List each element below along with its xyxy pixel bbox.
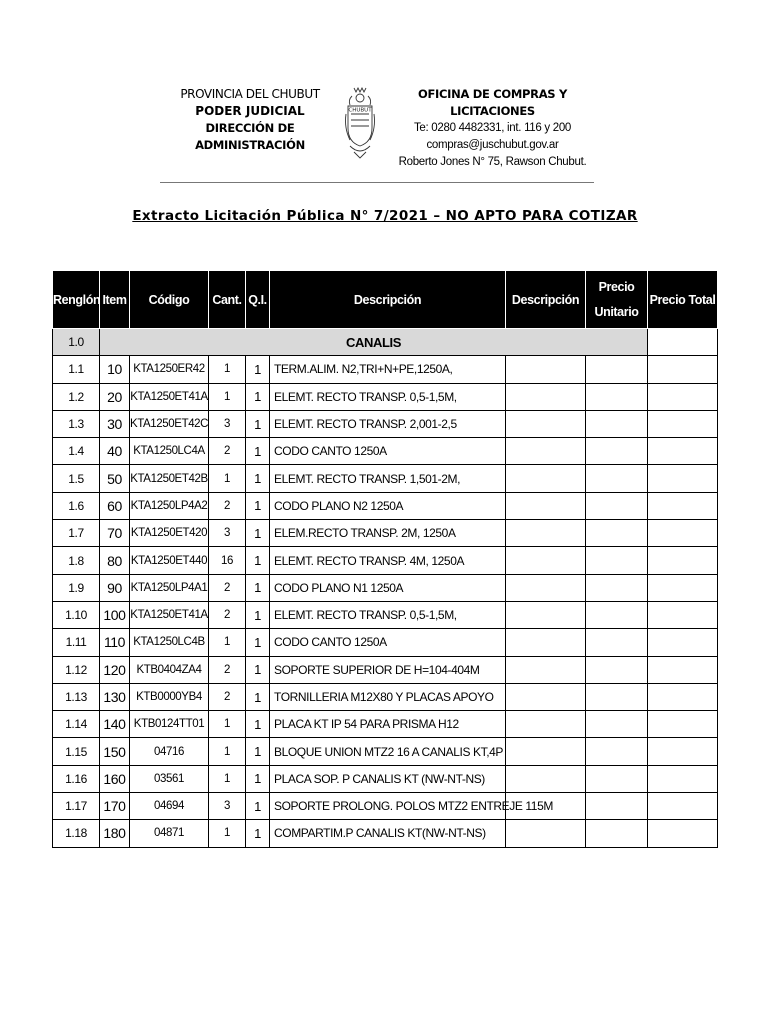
codigo-cell: KTA1250LC4A <box>130 438 209 465</box>
branch-name: PODER JUDICIAL <box>195 104 305 118</box>
descripcion-cell: ELEMT. RECTO TRANSP. 0,5-1,5M, <box>270 383 506 410</box>
section-renglon: 1.0 <box>53 329 100 356</box>
chubut-seal-logo <box>342 84 378 164</box>
precio-total-cell <box>648 765 718 792</box>
descripcion-cell: CODO PLANO N1 1250A <box>270 574 506 601</box>
descripcion-cell: ELEMT. RECTO TRANSP. 1,501-2M, <box>270 465 506 492</box>
table-row <box>53 683 718 710</box>
codigo-cell: KTA1250ET42B <box>130 465 209 492</box>
col-header-precio-unitario <box>586 271 648 329</box>
qi-cell: 1 <box>246 410 270 437</box>
office-email: compras@juschubut.gov.ar <box>426 139 559 151</box>
table-row <box>53 738 718 765</box>
item-cell: 160 <box>100 765 130 792</box>
header-left <box>165 86 335 154</box>
renglon-cell: 1.4 <box>53 438 100 465</box>
renglon-cell: 1.11 <box>53 629 100 656</box>
table-row <box>53 520 718 547</box>
descripcion-2-cell <box>506 629 586 656</box>
item-cell: 150 <box>100 738 130 765</box>
renglon-cell: 1.13 <box>53 683 100 710</box>
descripcion-cell: COMPARTIM.P CANALIS KT(NW-NT-NS) <box>270 820 506 847</box>
qi-cell: 1 <box>246 629 270 656</box>
qi-cell: 1 <box>246 492 270 519</box>
precio-unitario-cell <box>586 738 648 765</box>
col-header-item: Item <box>100 271 130 329</box>
table-row <box>53 656 718 683</box>
descripcion-2-cell <box>506 410 586 437</box>
table-row <box>53 601 718 628</box>
codigo-cell: KTA1250ET41A <box>130 601 209 628</box>
table-row <box>53 492 718 519</box>
section-row <box>53 329 718 356</box>
descripcion-2-cell <box>506 683 586 710</box>
cant-cell: 1 <box>209 765 246 792</box>
table-row <box>53 356 718 383</box>
descripcion-cell: ELEMT. RECTO TRANSP. 0,5-1,5M, <box>270 601 506 628</box>
descripcion-2-cell <box>506 711 586 738</box>
renglon-cell: 1.9 <box>53 574 100 601</box>
department-name: DIRECCIÓN DE ADMINISTRACIÓN <box>195 121 305 152</box>
descripcion-cell: CODO PLANO N2 1250A <box>270 492 506 519</box>
precio-total-cell <box>648 438 718 465</box>
precio-unitario-cell <box>586 629 648 656</box>
precio-unitario-cell <box>586 765 648 792</box>
qi-cell: 1 <box>246 738 270 765</box>
renglon-cell: 1.12 <box>53 656 100 683</box>
descripcion-cell: PLACA SOP. P CANALIS KT (NW-NT-NS) <box>270 765 506 792</box>
cant-cell: 1 <box>209 383 246 410</box>
precio-unitario-cell <box>586 383 648 410</box>
precio-total-cell <box>648 629 718 656</box>
cant-cell: 1 <box>209 465 246 492</box>
cant-cell: 1 <box>209 356 246 383</box>
descripcion-2-cell <box>506 356 586 383</box>
descripcion-2-cell <box>506 656 586 683</box>
qi-cell: 1 <box>246 820 270 847</box>
precio-total-cell <box>648 547 718 574</box>
codigo-cell: KTA1250ER42 <box>130 356 209 383</box>
descripcion-cell: ELEM.RECTO TRANSP. 2M, 1250A <box>270 520 506 547</box>
item-cell: 100 <box>100 601 130 628</box>
cant-cell: 1 <box>209 820 246 847</box>
cant-cell: 16 <box>209 547 246 574</box>
qi-cell: 1 <box>246 683 270 710</box>
table-row <box>53 820 718 847</box>
table-row <box>53 711 718 738</box>
section-empty-cell <box>648 329 718 356</box>
cant-cell: 3 <box>209 410 246 437</box>
item-cell: 10 <box>100 356 130 383</box>
item-cell: 120 <box>100 656 130 683</box>
precio-unitario-cell <box>586 356 648 383</box>
table-row <box>53 793 718 820</box>
descripcion-2-cell <box>506 574 586 601</box>
codigo-cell: 04716 <box>130 738 209 765</box>
descripcion-2-cell <box>506 820 586 847</box>
item-cell: 140 <box>100 711 130 738</box>
item-cell: 170 <box>100 793 130 820</box>
codigo-cell: 04694 <box>130 793 209 820</box>
office-address: Roberto Jones N° 75, Rawson Chubut. <box>398 156 587 168</box>
renglon-cell: 1.8 <box>53 547 100 574</box>
renglon-cell: 1.1 <box>53 356 100 383</box>
codigo-cell: KTA1250ET420 <box>130 520 209 547</box>
renglon-cell: 1.17 <box>53 793 100 820</box>
precio-unitario-cell <box>586 820 648 847</box>
qi-cell: 1 <box>246 793 270 820</box>
codigo-cell: KTA1250ET440 <box>130 547 209 574</box>
renglon-cell: 1.10 <box>53 601 100 628</box>
precio-total-cell <box>648 738 718 765</box>
header-right <box>395 86 590 171</box>
precio-unitario-cell <box>586 547 648 574</box>
item-cell: 80 <box>100 547 130 574</box>
precio-unitario-cell <box>586 656 648 683</box>
renglon-cell: 1.2 <box>53 383 100 410</box>
province-name: PROVINCIA DEL CHUBUT <box>180 87 320 101</box>
item-cell: 50 <box>100 465 130 492</box>
col-header-codigo: Código <box>130 271 209 329</box>
cant-cell: 1 <box>209 629 246 656</box>
qi-cell: 1 <box>246 520 270 547</box>
descripcion-2-cell <box>506 465 586 492</box>
cant-cell: 3 <box>209 520 246 547</box>
document-title-text: Extracto Licitación Pública N° 7/2021 – NO APTO PARA COTIZAR <box>132 208 638 224</box>
qi-cell: 1 <box>246 765 270 792</box>
precio-total-cell <box>648 356 718 383</box>
qi-cell: 1 <box>246 438 270 465</box>
precio-total-cell <box>648 465 718 492</box>
precio-unitario-cell <box>586 711 648 738</box>
renglon-cell: 1.16 <box>53 765 100 792</box>
precio-total-cell <box>648 820 718 847</box>
descripcion-cell: SOPORTE PROLONG. POLOS MTZ2 ENTREJE 115M <box>270 793 506 820</box>
item-cell: 60 <box>100 492 130 519</box>
precio-unitario-cell <box>586 465 648 492</box>
qi-cell: 1 <box>246 656 270 683</box>
cant-cell: 2 <box>209 574 246 601</box>
items-table <box>52 270 718 848</box>
precio-total-cell <box>648 383 718 410</box>
col-header-descripcion: Descripción <box>270 271 506 329</box>
item-cell: 90 <box>100 574 130 601</box>
col-header-precio-total: Precio Total <box>648 271 718 329</box>
descripcion-2-cell <box>506 438 586 465</box>
precio-unitario-cell <box>586 438 648 465</box>
office-phone: Te: 0280 4482331, int. 116 y 200 <box>413 122 572 134</box>
item-cell: 40 <box>100 438 130 465</box>
col-header-precio-unitario-line2: Unitario <box>594 304 639 319</box>
descripcion-cell: TERM.ALIM. N2,TRI+N+PE,1250A, <box>270 356 506 383</box>
item-cell: 20 <box>100 383 130 410</box>
document-title <box>0 208 770 224</box>
cant-cell: 3 <box>209 793 246 820</box>
descripcion-cell: PLACA KT IP 54 PARA PRISMA H12 <box>270 711 506 738</box>
col-header-cant: Cant. <box>209 271 246 329</box>
col-header-precio-unitario-line1: Precio <box>598 279 635 294</box>
table-row <box>53 410 718 437</box>
descripcion-cell: BLOQUE UNION MTZ2 16 A CANALIS KT,4P <box>270 738 506 765</box>
qi-cell: 1 <box>246 465 270 492</box>
qi-cell: 1 <box>246 547 270 574</box>
codigo-cell: KTA1250LP4A2 <box>130 492 209 519</box>
item-cell: 110 <box>100 629 130 656</box>
qi-cell: 1 <box>246 601 270 628</box>
codigo-cell: KTA1250LP4A1 <box>130 574 209 601</box>
precio-total-cell <box>648 793 718 820</box>
descripcion-cell: SOPORTE SUPERIOR DE H=104-404M <box>270 656 506 683</box>
office-name: OFICINA DE COMPRAS Y LICITACIONES <box>417 87 568 118</box>
precio-total-cell <box>648 520 718 547</box>
codigo-cell: KTB0000YB4 <box>130 683 209 710</box>
codigo-cell: KTB0124TT01 <box>130 711 209 738</box>
qi-cell: 1 <box>246 383 270 410</box>
table-row <box>53 438 718 465</box>
precio-unitario-cell <box>586 793 648 820</box>
precio-unitario-cell <box>586 683 648 710</box>
codigo-cell: KTA1250ET41A <box>130 383 209 410</box>
qi-cell: 1 <box>246 574 270 601</box>
precio-unitario-cell <box>586 492 648 519</box>
precio-total-cell <box>648 711 718 738</box>
precio-total-cell <box>648 656 718 683</box>
cant-cell: 1 <box>209 738 246 765</box>
precio-total-cell <box>648 410 718 437</box>
precio-total-cell <box>648 574 718 601</box>
descripcion-cell: ELEMT. RECTO TRANSP. 2,001-2,5 <box>270 410 506 437</box>
descripcion-cell: ELEMT. RECTO TRANSP. 4M, 1250A <box>270 547 506 574</box>
renglon-cell: 1.18 <box>53 820 100 847</box>
precio-unitario-cell <box>586 410 648 437</box>
codigo-cell: KTB0404ZA4 <box>130 656 209 683</box>
precio-total-cell <box>648 601 718 628</box>
cant-cell: 2 <box>209 438 246 465</box>
descripcion-2-cell <box>506 520 586 547</box>
precio-unitario-cell <box>586 520 648 547</box>
renglon-cell: 1.5 <box>53 465 100 492</box>
descripcion-2-cell <box>506 547 586 574</box>
table-row <box>53 765 718 792</box>
codigo-cell: KTA1250ET42C <box>130 410 209 437</box>
item-cell: 30 <box>100 410 130 437</box>
table-header-row <box>53 271 718 329</box>
descripcion-cell: CODO CANTO 1250A <box>270 629 506 656</box>
precio-total-cell <box>648 683 718 710</box>
descripcion-cell: TORNILLERIA M12X80 Y PLACAS APOYO <box>270 683 506 710</box>
item-cell: 130 <box>100 683 130 710</box>
renglon-cell: 1.6 <box>53 492 100 519</box>
cant-cell: 2 <box>209 492 246 519</box>
cant-cell: 2 <box>209 656 246 683</box>
section-label: CANALIS <box>100 329 648 356</box>
renglon-cell: 1.7 <box>53 520 100 547</box>
descripcion-2-cell <box>506 765 586 792</box>
col-header-descripcion-2: Descripción <box>506 271 586 329</box>
codigo-cell: KTA1250LC4B <box>130 629 209 656</box>
cant-cell: 2 <box>209 683 246 710</box>
descripcion-2-cell <box>506 601 586 628</box>
precio-unitario-cell <box>586 601 648 628</box>
table-row <box>53 465 718 492</box>
codigo-cell: 04871 <box>130 820 209 847</box>
codigo-cell: 03561 <box>130 765 209 792</box>
renglon-cell: 1.3 <box>53 410 100 437</box>
descripcion-2-cell <box>506 383 586 410</box>
table-row <box>53 629 718 656</box>
descripcion-2-cell <box>506 738 586 765</box>
cant-cell: 2 <box>209 601 246 628</box>
item-cell: 70 <box>100 520 130 547</box>
col-header-renglon: Renglón <box>53 271 100 329</box>
qi-cell: 1 <box>246 711 270 738</box>
descripcion-2-cell <box>506 492 586 519</box>
qi-cell: 1 <box>246 356 270 383</box>
table-row <box>53 574 718 601</box>
renglon-cell: 1.15 <box>53 738 100 765</box>
table-row <box>53 383 718 410</box>
seal-text: CHUBUT <box>348 107 372 114</box>
precio-unitario-cell <box>586 574 648 601</box>
item-cell: 180 <box>100 820 130 847</box>
header-divider <box>160 182 594 183</box>
precio-total-cell <box>648 492 718 519</box>
renglon-cell: 1.14 <box>53 711 100 738</box>
cant-cell: 1 <box>209 711 246 738</box>
descripcion-cell: CODO CANTO 1250A <box>270 438 506 465</box>
col-header-qi: Q.I. <box>246 271 270 329</box>
table-row <box>53 547 718 574</box>
